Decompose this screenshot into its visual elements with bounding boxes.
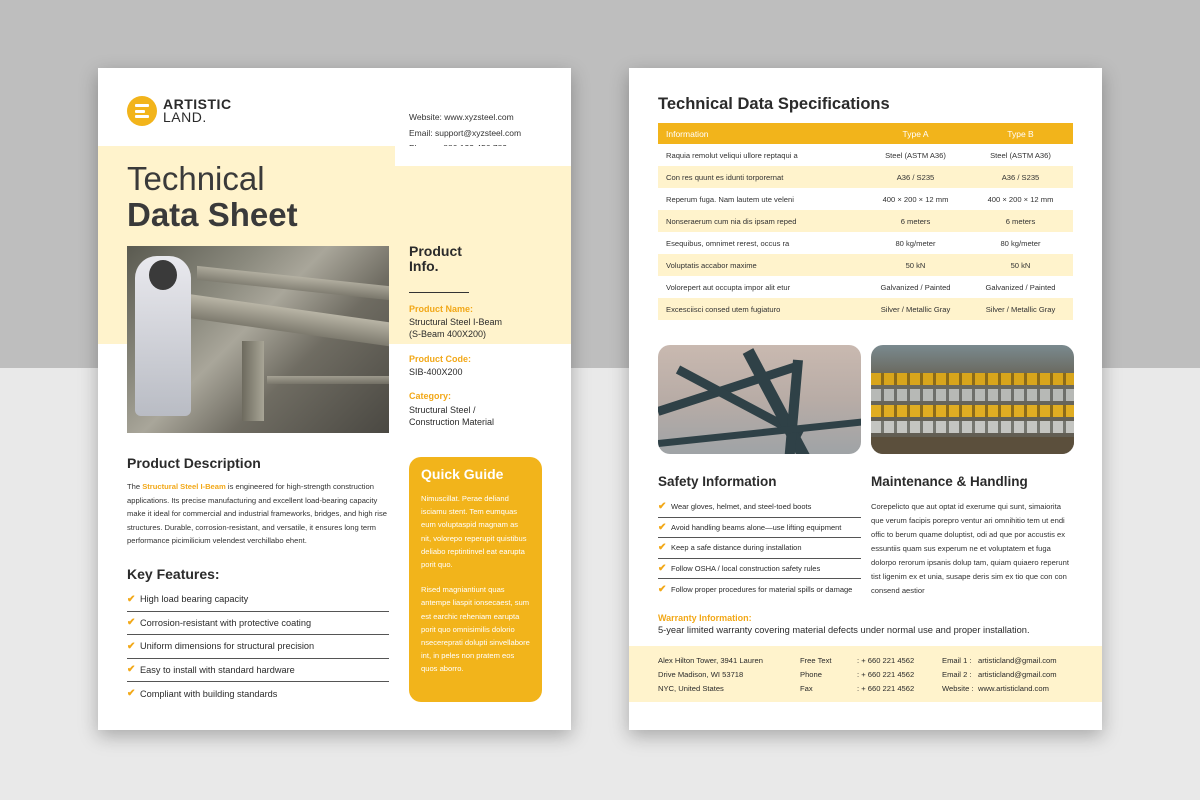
hero-band-cutout <box>395 146 571 166</box>
product-code-value: SIB-400X200 <box>409 367 463 377</box>
category-label: Category: <box>409 391 452 401</box>
product-info-divider <box>409 292 469 293</box>
worker-photo <box>127 246 389 433</box>
list-item: ✔ Compliant with building standards <box>127 688 278 700</box>
list-item: ✔ Uniform dimensions for structural precision <box>127 635 389 659</box>
website-text: Website: www.xyzsteel.com <box>409 112 514 122</box>
right-page <box>629 68 1102 730</box>
key-features-heading: Key Features: <box>127 566 220 582</box>
footer-contact <box>629 646 1102 702</box>
safety-heading: Safety Information <box>658 474 777 489</box>
check-icon: ✔ <box>658 562 667 574</box>
table-row: Voluptatis accabor maxime 50 kN 50 kN <box>658 254 1073 276</box>
table-header-row <box>658 123 1073 144</box>
steel-stack-photo <box>871 345 1074 454</box>
email-text: Email: support@xyzsteel.com <box>409 127 522 138</box>
product-description-heading: Product Description <box>127 455 261 471</box>
logo-icon <box>127 96 157 126</box>
check-icon: ✔ <box>127 617 136 629</box>
list-item: ✔ Avoid handling beams alone—use lifting equipment <box>658 518 861 539</box>
table-row: Reperum fuga. Nam lautem ute veleni 400 × 200 × 12 mm 400 × 200 × 12 mm <box>666 194 1054 204</box>
list-item: ✔ High load bearing capacity <box>127 588 389 612</box>
logo-line1: ARTISTIC <box>163 96 232 112</box>
brand-logo <box>127 96 232 126</box>
list-item: ✔ Follow OSHA / local construction safety rules <box>658 559 861 580</box>
title-line2: Data Sheet <box>127 196 298 233</box>
product-name-value: Structural Steel I-Beam (S-Beam 400X200) <box>409 317 503 339</box>
table-row: Excesciisci consed utem fugiaturo Silver / Metallic Gray Silver / Metallic Gray <box>658 298 1073 320</box>
category-value: Structural Steel / Construction Material <box>409 405 495 427</box>
product-info-title: Product Info. <box>409 243 462 274</box>
footer-phone-labels: Free Text Phone Fax <box>800 656 832 693</box>
list-item: ✔ Easy to install with standard hardware <box>127 659 389 683</box>
key-features-list <box>127 588 389 706</box>
logo-line2: LAND. <box>163 109 207 125</box>
table-row: Con res quunt es idunti torporernat A36 / S235 A36 / S235 <box>658 166 1073 188</box>
column-header: Type B <box>968 123 1073 144</box>
quick-guide-box <box>409 457 542 702</box>
table-row: Volorepert aut occupta impor alit etur Galvanized / Painted Galvanized / Painted <box>666 282 1056 292</box>
check-icon: ✔ <box>127 593 136 605</box>
warranty-text: 5-year limited warranty covering material defects under normal use and proper installation. <box>658 625 1030 635</box>
list-item: ✔ Keep a safe distance during installation <box>658 538 861 559</box>
table-row: Raquia remolut veliqui ullore reptaqui a Steel (ASTM A36) Steel (ASTM A36) <box>666 150 1051 160</box>
product-name-label: Product Name: <box>409 304 474 314</box>
quick-guide-title: Quick Guide <box>421 466 504 482</box>
table-row: Nonseraerum cum nia dis ipsam reped 6 meters 6 meters <box>658 210 1073 232</box>
check-icon: ✔ <box>658 501 667 513</box>
warranty-label: Warranty Information: <box>658 613 752 623</box>
check-icon: ✔ <box>127 640 136 652</box>
maintenance-heading: Maintenance & Handling <box>871 474 1028 489</box>
specs-title: Technical Data Specifications <box>658 95 890 113</box>
footer-web-labels: Email 1 : Email 2 : Website : <box>942 656 974 693</box>
footer-phone-values: : + 660 221 4562 : + 660 221 4562 : + 660 221 4562 <box>857 656 915 693</box>
maintenance-text: Corepelicto que aut optat id exerume qui sunt, simaiorita que verum facipis porepro ventur ari omnihitio tem ut endi offic to berum quame doluptist, odi ad que por accustis ex essuntiis quam sus experum ne et voluptatem et fuga dolorpo rerorum ipsanis dolup tam, quiam quiaero reperunt tist ligenim ex et unia, susape deris sim ex tio que con con consend aestior <box>871 502 1069 595</box>
specs-table <box>658 123 1073 320</box>
product-code-label: Product Code: <box>409 354 471 364</box>
footer-address: Alex Hilton Tower, 3941 Lauren Drive Madison, WI 53718 NYC, United States <box>658 656 763 693</box>
footer-web-values: artisticland@gmail.com artisticland@gmail.com www.artisticland.com <box>978 656 1057 693</box>
table-row: Esequibus, omnimet rerest, occus ra 80 kg/meter 80 kg/meter <box>666 238 1041 248</box>
check-icon: ✔ <box>658 583 667 595</box>
left-page <box>98 68 571 730</box>
product-description-text: The Structural Steel I-Beam is engineered for high-strength construction applications. Its precise manufacturing and excellent load-bearing capacity make it ideal for commercial and industrial frameworks, bridges, and high rise structures. Durable, corrosion-resistant, and versatile, it ensures long term performance picimilicium velendest verchillabo ehent. <box>127 482 387 545</box>
steel-structure-photo <box>658 345 861 454</box>
list-item: ✔ Follow proper procedures for material spills or damage <box>658 583 853 595</box>
quick-guide-paragraph-2: Rised magniantiunt quas antempe liaspit ionsecaest, sum est earchic reheniam earupta porit quo omnisimilis dolorio nsecereprati dolupti sinvellabore int, in peles non pratem eos quos aborro. <box>421 585 530 674</box>
column-header: Information <box>658 123 863 144</box>
check-icon: ✔ <box>658 542 667 554</box>
check-icon: ✔ <box>127 688 136 700</box>
column-header: Type A <box>863 123 968 144</box>
check-icon: ✔ <box>658 521 667 533</box>
list-item: ✔ Wear gloves, helmet, and steel-toed boots <box>658 497 861 518</box>
safety-list <box>658 497 861 600</box>
title-line1: Technical <box>127 160 265 197</box>
quick-guide-paragraph-1: Nimuscillat. Perae deliand isciamu stent. Tem eumquas eum voluptaspid magnam as nit, volorepo reperupit quistibus deliabo reptintinvel eat earupta porit quo. <box>421 494 527 570</box>
list-item: ✔ Corrosion-resistant with protective coating <box>127 612 389 636</box>
check-icon: ✔ <box>127 664 136 676</box>
